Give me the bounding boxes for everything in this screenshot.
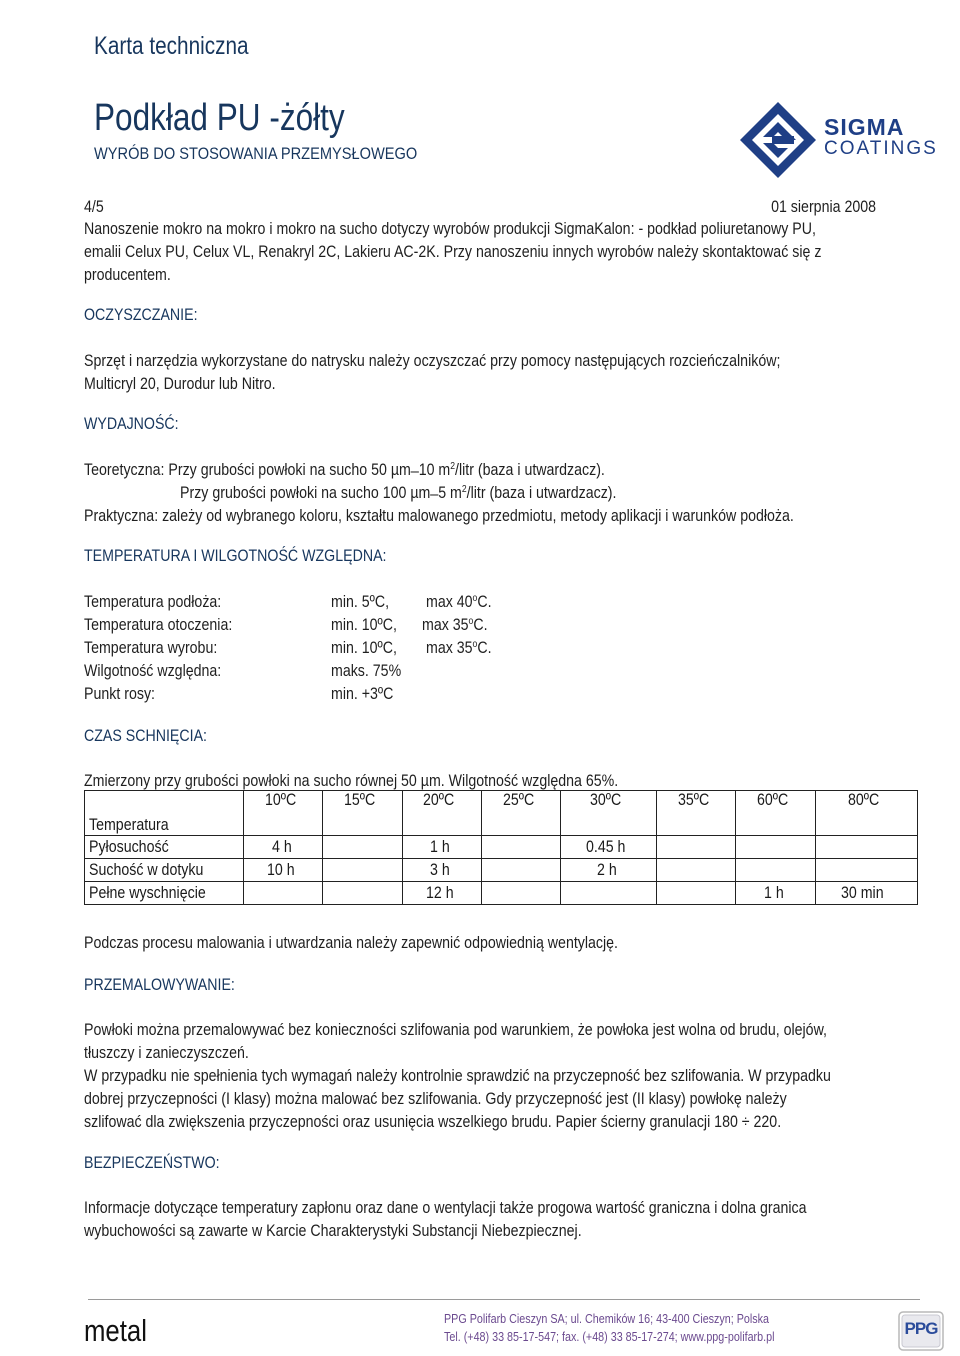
table-cell (657, 882, 736, 905)
logo-text-sigma: SIGMA (824, 114, 905, 140)
table-cell (815, 836, 917, 859)
yield-theoretical-2: Przy grubości powłoki na sucho 100 µm ̶ 5 $m^2$/litr (baza i utwardzacz). (180, 484, 617, 502)
table-cell (481, 859, 560, 882)
table-cell: 4 h (244, 836, 323, 859)
recoating-line-1: Powłoki można przemalowywać bez konieczności szlifowania pod warunkiem, że powłoka jest wolna od brudu, olejów, (84, 1021, 827, 1039)
dew-point-row: Punkt rosy: min. +3ºC (84, 685, 394, 703)
safety-line-2: wybuchowości są zawarte w Karcie Charakterystyki Substancji Niebezpiecznej. (84, 1222, 582, 1240)
sigma-coatings-logo (738, 100, 938, 180)
temperature-row: Temperatura otoczenia: min. 10ºC, max 35$^o$C. (84, 616, 488, 634)
table-header-label: Temperatura (85, 791, 244, 836)
recoating-heading: PRZEMALOWYWANIE: (84, 976, 235, 994)
table-cell: 10 h (244, 859, 323, 882)
table-row (85, 836, 918, 859)
footer-address: PPG Polifarb Cieszyn SA; ul. Chemików 16; 43-400 Cieszyn; Polska (444, 1312, 770, 1326)
temperature-row: Temperatura wyrobu: min. 10ºC, max 35$^o$C. (84, 639, 492, 657)
table-cell (323, 882, 402, 905)
table-cell: 2 h (561, 859, 657, 882)
intro-line-2: emalii Celux PU, Celux VL, Renakryl 2C, Lakieru AC-2K. Przy nanoszeniu innych wyrobów należy skontaktować się z (84, 243, 822, 261)
table-cell (657, 859, 736, 882)
table-column-header: 80ºC (815, 791, 917, 836)
table-cell: 1 h (736, 882, 815, 905)
cleaning-heading: OCZYSZCZANIE: (84, 306, 198, 324)
ppg-logo (898, 1311, 944, 1351)
table-cell (323, 836, 402, 859)
table-column-header: 25ºC (481, 791, 560, 836)
drying-heading: CZAS SCHNIĘCIA: (84, 727, 208, 745)
safety-heading: BEZPIECZEŃSTWO: (84, 1154, 220, 1172)
cleaning-line-1: Sprzęt i narzędzia wykorzystane do natrysku należy oczyszczać przy pomocy następujących rozcieńczalników; (84, 352, 781, 370)
table-row (85, 859, 918, 882)
temperature-heading: TEMPERATURA I WILGOTNOŚĆ WZGLĘDNA: (84, 547, 387, 565)
ppg-logo-text: PPG (904, 1319, 938, 1338)
table-cell (481, 882, 560, 905)
table-cell (481, 836, 560, 859)
product-title: Podkład PU -żółty (94, 97, 345, 139)
yield-theoretical-1: Teoretyczna: Przy grubości powłoki na sucho 50 µm ̶ 10 $m^2$/litr (baza i utwardzacz). (84, 461, 605, 479)
intro-line-3: producentem. (84, 266, 171, 284)
table-cell: 12 h (402, 882, 481, 905)
yield-practical: Praktyczna: zależy od wybranego koloru, kształtu malowanego przedmiotu, metody aplikacji i warunków podłoża. (84, 507, 794, 525)
table-cell (736, 836, 815, 859)
recoating-line-2: tłuszczy i zanieczyszczeń. (84, 1044, 249, 1062)
table-cell (244, 882, 323, 905)
document-type: Karta techniczna (94, 32, 249, 60)
sigma-logo-icon (738, 100, 818, 180)
footer-category: metal (84, 1313, 147, 1348)
table-header-row (85, 791, 918, 836)
table-cell (323, 859, 402, 882)
page-number: 4/5 (84, 198, 104, 216)
drying-time-table (84, 790, 918, 905)
ventilation-note: Podczas procesu malowania i utwardzania należy zapewnić odpowiednią wentylację. (84, 934, 619, 952)
table-cell (736, 859, 815, 882)
recoating-line-4: dobrej przyczepności (I klasy) można malować bez szlifowania. Gdy przyczepność jest (II klasy) powłokę należy (84, 1090, 787, 1108)
footer-contact: Tel. (+48) 33 85-17-547; fax. (+48) 33 85-17-274; www.ppg-polifarb.pl (444, 1330, 775, 1344)
drying-note: Zmierzony przy grubości powłoki na sucho równej 50 µm. Wilgotność względna 65%. (84, 772, 619, 790)
yield-heading: WYDAJNOŚĆ: (84, 415, 179, 433)
table-row-label: Suchość w dotyku (85, 859, 244, 882)
safety-line-1: Informacje dotyczące temperatury zapłonu oraz dane o wentylacji także progowa wartość graniczna i dolna granica (84, 1199, 807, 1217)
table-cell: 3 h (402, 859, 481, 882)
table-cell: 30 min (815, 882, 917, 905)
table-column-header: 35ºC (657, 791, 736, 836)
table-column-header: 60ºC (736, 791, 815, 836)
table-row-label: Pełne wyschnięcie (85, 882, 244, 905)
intro-line-1: Nanoszenie mokro na mokro i mokro na sucho dotyczy wyrobów produkcji SigmaKalon: - podkład poliuretanowy PU, (84, 220, 816, 238)
table-row (85, 882, 918, 905)
table-column-header: 15ºC (323, 791, 402, 836)
temperature-row: Temperatura podłoża: min. 5ºC, max 40$^o$C. (84, 593, 492, 611)
table-cell: 1 h (402, 836, 481, 859)
recoating-line-3: W przypadku nie spełnienia tych wymagań należy kontrolnie sprawdzić na przyczepność bez szlifowania. W przypadku (84, 1067, 831, 1085)
table-row-label: Pyłosuchość (85, 836, 244, 859)
table-column-header: 30ºC (561, 791, 657, 836)
cleaning-line-2: Multicryl 20, Durodur lub Nitro. (84, 375, 276, 393)
table-column-header: 10ºC (244, 791, 323, 836)
table-cell (561, 882, 657, 905)
humidity-row: Wilgotność względna: maks. 75% (84, 662, 402, 680)
document-date: 01 sierpnia 2008 (771, 198, 876, 216)
table-cell (657, 836, 736, 859)
footer-divider (88, 1299, 920, 1300)
table-column-header: 20ºC (402, 791, 481, 836)
logo-text-coatings: COATINGS (824, 138, 938, 159)
table-cell (815, 859, 917, 882)
product-subtitle: WYRÓB DO STOSOWANIA PRZEMYSŁOWEGO (94, 144, 418, 163)
table-cell: 0.45 h (561, 836, 657, 859)
recoating-line-5: szlifować dla zwiększenia przyczepności oraz usunięcia wszelkiego brudu. Papier ścierny granulacji 180 ÷ 220. (84, 1113, 782, 1131)
